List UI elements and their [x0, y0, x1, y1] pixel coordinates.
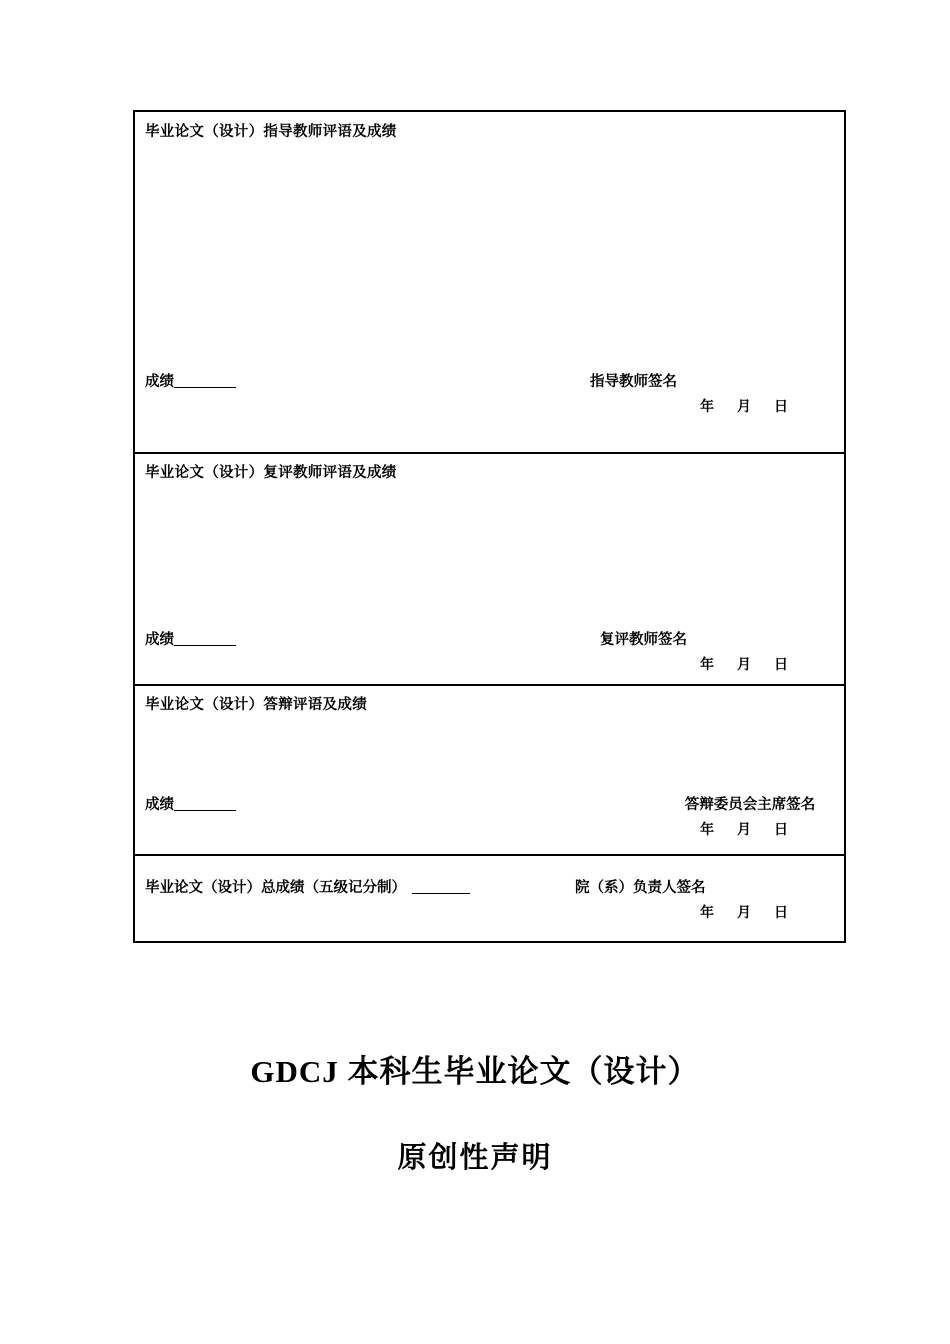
defense-grade-blank[interactable]: [174, 810, 236, 811]
department-signature-label: 院（系）负责人签名: [575, 880, 706, 896]
review-date-month: 月: [737, 655, 752, 672]
advisor-date-row: [135, 396, 844, 422]
defense-grade-label: [145, 793, 236, 814]
review-evaluation-block: [135, 454, 844, 686]
defense-evaluation-block: [135, 686, 844, 856]
defense-signature-label: 答辩委员会主席签名: [684, 796, 816, 813]
review-grade-blank[interactable]: [174, 645, 236, 646]
total-grade-row: [135, 876, 844, 902]
advisor-evaluation-block: [135, 112, 844, 454]
review-grade-label: [145, 628, 236, 649]
review-signature-row: [135, 628, 844, 654]
advisor-grade-label: [145, 370, 236, 391]
advisor-date-month: 月: [737, 397, 752, 414]
review-date-label: [700, 654, 789, 674]
total-date-month: 月: [737, 904, 752, 920]
total-grade-block: [135, 876, 844, 941]
total-grade-text: 毕业论文（设计）总成绩（五级记分制）: [145, 880, 406, 896]
advisor-date-day: 日: [774, 397, 789, 414]
total-date-label: [700, 902, 789, 922]
defense-grade-text: 成绩: [145, 796, 174, 813]
advisor-date-label: [700, 396, 789, 416]
advisor-signature-row: [135, 370, 844, 396]
declaration-heading-area: [0, 1050, 950, 1176]
page-title: GDCJ 本科生毕业论文（设计）: [250, 1054, 700, 1089]
defense-date-day: 日: [774, 820, 789, 837]
total-date-day: 日: [774, 904, 789, 920]
evaluation-table: [133, 110, 846, 943]
total-date-year: 年: [700, 904, 715, 920]
review-date-row: [135, 654, 844, 680]
total-grade-label: [145, 876, 470, 897]
review-signature-label: 复评教师签名: [600, 631, 687, 648]
defense-date-month: 月: [737, 820, 752, 837]
defense-signature-row: [135, 793, 844, 819]
review-block-title: 毕业论文（设计）复评教师评语及成绩: [145, 465, 397, 481]
advisor-block-title: 毕业论文（设计）指导教师评语及成绩: [145, 124, 397, 140]
total-grade-blank[interactable]: [412, 893, 470, 894]
advisor-grade-text: 成绩: [145, 373, 174, 390]
review-date-year: 年: [700, 655, 715, 672]
defense-date-year: 年: [700, 820, 715, 837]
defense-date-label: [700, 819, 789, 839]
advisor-date-year: 年: [700, 397, 715, 414]
total-date-row: [135, 902, 844, 928]
page-subtitle: 原创性声明: [397, 1142, 553, 1175]
defense-date-row: [135, 819, 844, 845]
review-date-day: 日: [774, 655, 789, 672]
review-grade-text: 成绩: [145, 631, 174, 648]
advisor-grade-blank[interactable]: [174, 387, 236, 388]
defense-block-title: 毕业论文（设计）答辩评语及成绩: [145, 697, 367, 713]
advisor-signature-label: 指导教师签名: [590, 373, 677, 390]
